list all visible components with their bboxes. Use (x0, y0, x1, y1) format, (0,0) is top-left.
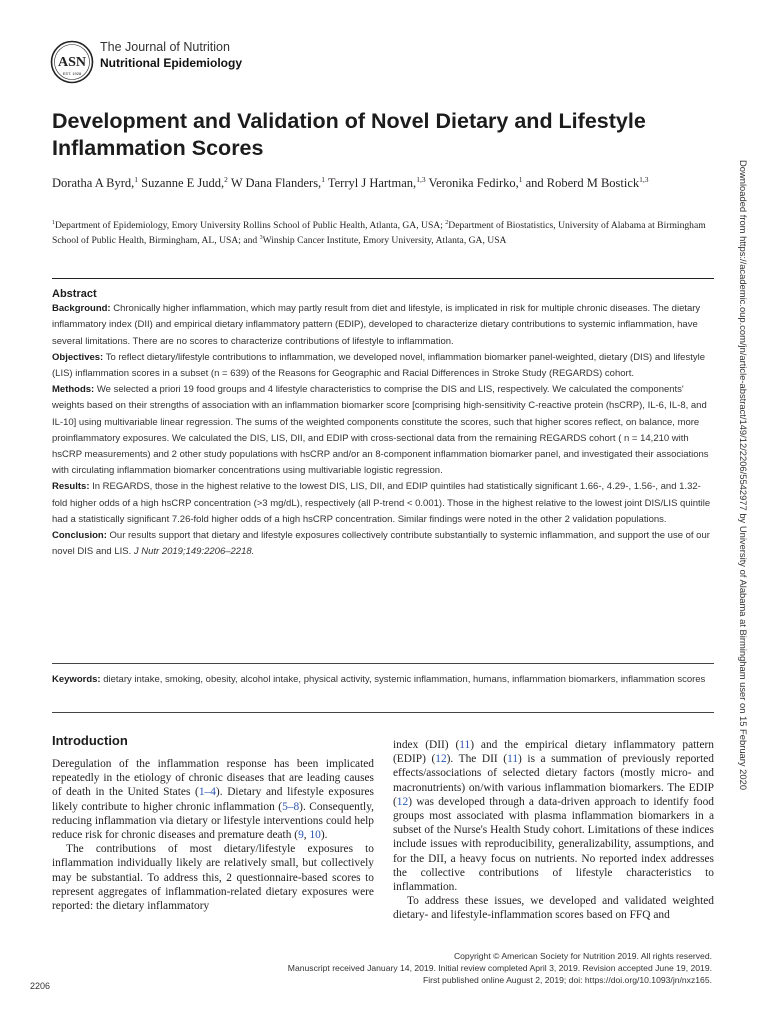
affiliation: Department of Epidemiology, Emory University Rollins School of Public Health, Atlanta, GA, USA; (55, 220, 443, 232)
svg-text:EST. 1928: EST. 1928 (62, 71, 82, 76)
affiliation: Winship Cancer Institute, Emory University, Atlanta, GA, USA (262, 235, 507, 247)
abstract-background: Background: Chronically higher inflammation, which may partly result from diet and lifestyle, is implicated in risk for multiple chronic diseases. The dietary inflammatory index (DII) and empirical dietary inflammatory pattern (EDIP), developed to characterize dietary contributions to systemic inflammation, have several limitations. There are no scores to characterize contributions of lifestyle to inflammation. (52, 303, 701, 347)
article-title: Development and Validation of Novel Dietary and Lifestyle Inflammation Scores (52, 109, 646, 160)
ref-link[interactable]: 9 (298, 829, 304, 842)
affiliations: $^1$Department of Epidemiology, Emory University Rollins School of Public Health, Atlanta, GA, USA; $^2$Department of Biostatistics, University of Alabama at Birmingham School of Public Health, Birmingham, AL, USA; and $^3$Winship Cancer Institute, Emory University, Atlanta, GA, USA (52, 220, 706, 247)
author: Terryl J Hartman,$^{1,3}$ (327, 175, 426, 191)
paragraph: The contributions of most dietary/lifestyle exposures to inflammation individually likely are relatively small, but collectively may be substantial. To address this, 2 questionnaire-based scores to represent aggregates of inflammation-related dietary exposures were reported: the dietary inflammatory (52, 843, 374, 913)
publication-info: First published online August 2, 2019; doi: https://doi.org/10.1093/jn/nxz165. (422, 975, 712, 985)
author-list (52, 172, 712, 191)
abstract-objectives: Objectives: To reflect dietary/lifestyle contributions to inflammation, we developed novel, inflammation biomarker panel-weighted, dietary (DIS) and lifestyle (LIS) inflammation scores in a subset (n = 639) of the Reasons for Geographic and Racial Differences in Stroke Study (REGARDS) cohort. (52, 351, 706, 380)
abstract-heading: Abstract (52, 288, 97, 300)
journal-header (100, 39, 242, 71)
divider (52, 278, 714, 279)
svg-text:ASN: ASN (57, 55, 87, 70)
ref-link[interactable]: 11 (459, 739, 471, 751)
ref-link[interactable]: 11 (507, 753, 519, 766)
ref-link[interactable]: 10 (309, 829, 321, 842)
page-number: 2206 (30, 981, 51, 991)
keywords (52, 671, 714, 688)
copyright: Copyright © American Society for Nutrition 2019. All rights reserved. (453, 951, 712, 961)
divider (52, 663, 714, 664)
body-column-right (393, 738, 714, 923)
journal-name: The Journal of Nutrition (100, 40, 230, 54)
author: Veronika Fedirko,$^1$ (428, 175, 523, 191)
paragraph: Deregulation of the inflammation response has been implicated repeatedly in the etiology of chronic diseases that are leading causes of death in the United States (1–4). Dietary and lifestyle exposures likely contribute to higher chronic inflammation (5–8). Consequently, reducing inflammation via dietary or lifestyle interventions could help reduce risk for chronic diseases and premature death (9, 10). (52, 758, 374, 842)
affiliation: Department of Biostatistics, University of Alabama at Birmingham School of Public Health, Birmingham, AL, USA; and (52, 220, 706, 247)
citation: J Nutr 2019;149:2206–2218. (133, 546, 255, 558)
asn-logo (50, 40, 94, 84)
ref-link[interactable]: 5–8 (282, 800, 300, 813)
manuscript-history: Manuscript received January 14, 2019. Initial review completed April 3, 2019. Revision accepted June 19, 2019. (287, 963, 712, 973)
author: W Dana Flanders,$^1$ (230, 175, 325, 191)
paragraph: index (DII) (11) and the empirical dietary inflammatory pattern (EDIP) (12). The DII (11) is a summation of previously reported effects/associations of selected dietary factors (mostly micro- and macronutrients) on/with various inflammation biomarkers. The EDIP (12) was developed through a data-driven approach to identify food groups most associated with plasma inflammation biomarkers in a subset of the Nurse's Health Study cohort. Limitations of these indices include issues with reproducibility, generalizability, assumptions, and for the DII, a heavy focus on nutrients. No reported index addresses the collective contributions of lifestyle characteristics to inflammation. (393, 739, 714, 894)
abstract-methods: Methods: We selected a priori 19 food groups and 4 lifestyle characteristics to comprise the DIS and LIS, respectively. We calculated the components' weights based on their strengths of association with an inflammation biomarker score [comprising high-sensitivity C-reactive protein (hsCRP), IL-6, IL-8, and IL-10] using multivariable linear regression. The sums of the weighted components constitute the scores, such that higher scores reflect, on balance, more proinflammatory exposures. We calculated the DIS, LIS, DII, and EDIP with cross-sectional data from the remaining REGARDS cohort ( n = 14,210 with hsCRP measurements) and 2 other study populations with hsCRP and/or an 8-component inflammation biomarker panel, and investigated their associations with circulating inflammation biomarker concentrations using multivariable logistic regression. (52, 384, 709, 477)
keywords-label: Keywords: (52, 674, 101, 685)
download-watermark: Downloaded from https://academic.oup.com/jn/article-abstract/149/12/2206/5542977 by University of Alabama at Birmingham user on 15 February 2020 (738, 160, 749, 791)
divider (52, 712, 714, 713)
abstract (52, 286, 714, 560)
ref-link[interactable]: 1–4 (198, 786, 216, 799)
author: Doratha A Byrd,$^1$ (52, 175, 139, 191)
ref-link[interactable]: 12 (435, 753, 447, 766)
footer-notes (112, 950, 712, 986)
paragraph: To address these issues, we developed and validated weighted dietary- and lifestyle-inflammation scores based on FFQ and (393, 895, 714, 922)
keywords-text: dietary intake, smoking, obesity, alcohol intake, physical activity, systemic inflammation, humans, inflammation biomarkers, inflammation scores (103, 674, 706, 685)
ref-link[interactable]: 12 (396, 795, 409, 808)
abstract-results: Results: In REGARDS, those in the highest relative to the lowest DIS, LIS, DII, and EDIP quintiles had statistically significant 1.66-, 4.29-, 1.56-, and 1.32-fold higher odds of a high hsCRP concentration (>3 mg/dL), respectively (all P-trend < 0.001). Those in the highest relative to the lowest joint DIS/LIS quintile had a statistically significant 7.26-fold higher odds of a high hsCRP concentration. Similar findings were noted in the other 2 validation populations. (52, 481, 711, 525)
section-heading: Introduction (52, 733, 128, 748)
author: and Roberd M Bostick$^{1,3}$ (525, 175, 649, 191)
abstract-conclusion: Conclusion: Our results support that dietary and lifestyle exposures collectively contribute substantially to systemic inflammation, and support the use of our novel DIS and LIS. J Nutr 2019;149:2206–2218. (52, 530, 710, 558)
body-column-left (52, 757, 374, 913)
author: Suzanne E Judd,$^2$ (141, 175, 228, 191)
journal-section: Nutritional Epidemiology (100, 56, 243, 70)
